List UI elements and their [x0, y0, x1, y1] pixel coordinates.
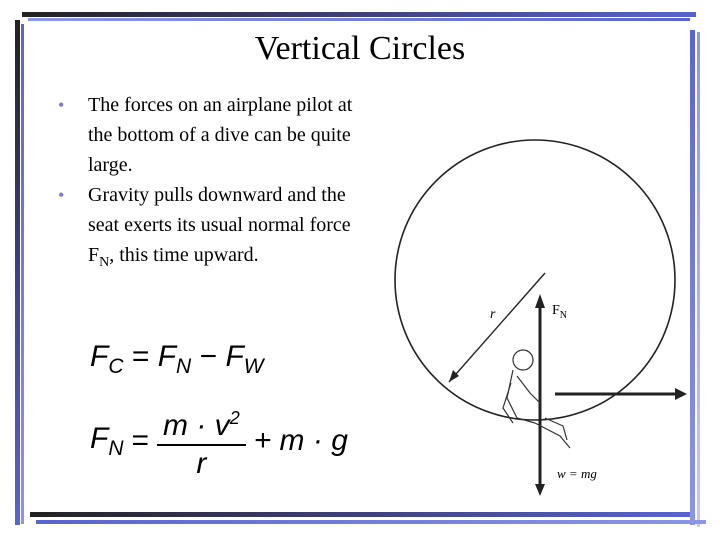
radius-label: r — [490, 307, 496, 322]
eq1-equals: = — [131, 340, 150, 373]
figure-background — [385, 118, 690, 500]
eq1-lhs: F — [90, 340, 109, 373]
vertical-circle-figure — [385, 118, 690, 500]
eq1-term1: F — [157, 340, 177, 373]
slide-title: Vertical Circles — [254, 30, 466, 67]
eq2-lhs-wrap — [90, 422, 124, 461]
equation-centripetal-force — [90, 340, 264, 379]
eq1-term2-sub: W — [243, 355, 264, 378]
bullet-subscript: N — [99, 255, 110, 270]
bottom-frame-bar-blue — [36, 520, 706, 524]
eq2-numerator-sup: 2 — [229, 408, 240, 428]
top-frame-bar-dark — [22, 12, 696, 17]
eq1-term1-sub: N — [176, 355, 192, 378]
weight-label: w = mg — [557, 466, 597, 481]
bullet-text: The forces on an airplane pilot at the bottom of a dive can be quite large. — [88, 94, 353, 176]
left-frame-bar-dark — [15, 20, 20, 525]
bottom-frame-bar-dark — [30, 512, 690, 517]
top-frame-bar-blue — [28, 18, 690, 21]
vertical-circle-diagram — [385, 118, 690, 500]
eq1-lhs-sub: C — [108, 355, 124, 378]
equation-normal-force — [90, 400, 348, 482]
bullet-item — [58, 90, 378, 180]
bullet-text: Gravity pulls downward and the seat exerts its usual normal force F — [88, 184, 351, 266]
eq2-lhs-sub: N — [108, 436, 124, 460]
normal-force-label-main: F — [552, 303, 560, 318]
eq2-lhs: F — [90, 421, 109, 455]
eq2-denominator: r — [196, 447, 207, 480]
eq1-minus: − — [199, 340, 218, 373]
bullet-dot-icon: • — [58, 185, 65, 205]
eq1-term2: F — [225, 340, 244, 373]
eq2-fraction — [157, 400, 246, 482]
left-frame-bar-blue — [21, 24, 24, 524]
eq2-plus-term: + m · g — [253, 424, 348, 457]
bullet-text-tail: , this time upward. — [109, 244, 259, 266]
eq2-numerator-text: m · v — [163, 409, 230, 442]
bullet-list — [58, 90, 378, 278]
right-frame-bar-dark — [690, 30, 695, 525]
normal-force-label-sub: N — [559, 310, 568, 321]
eq2-numerator — [157, 400, 246, 446]
right-frame-bar-light — [697, 32, 700, 527]
bullet-dot-icon: • — [58, 95, 65, 115]
eq2-equals: = — [131, 424, 150, 457]
bullet-item — [58, 180, 378, 278]
